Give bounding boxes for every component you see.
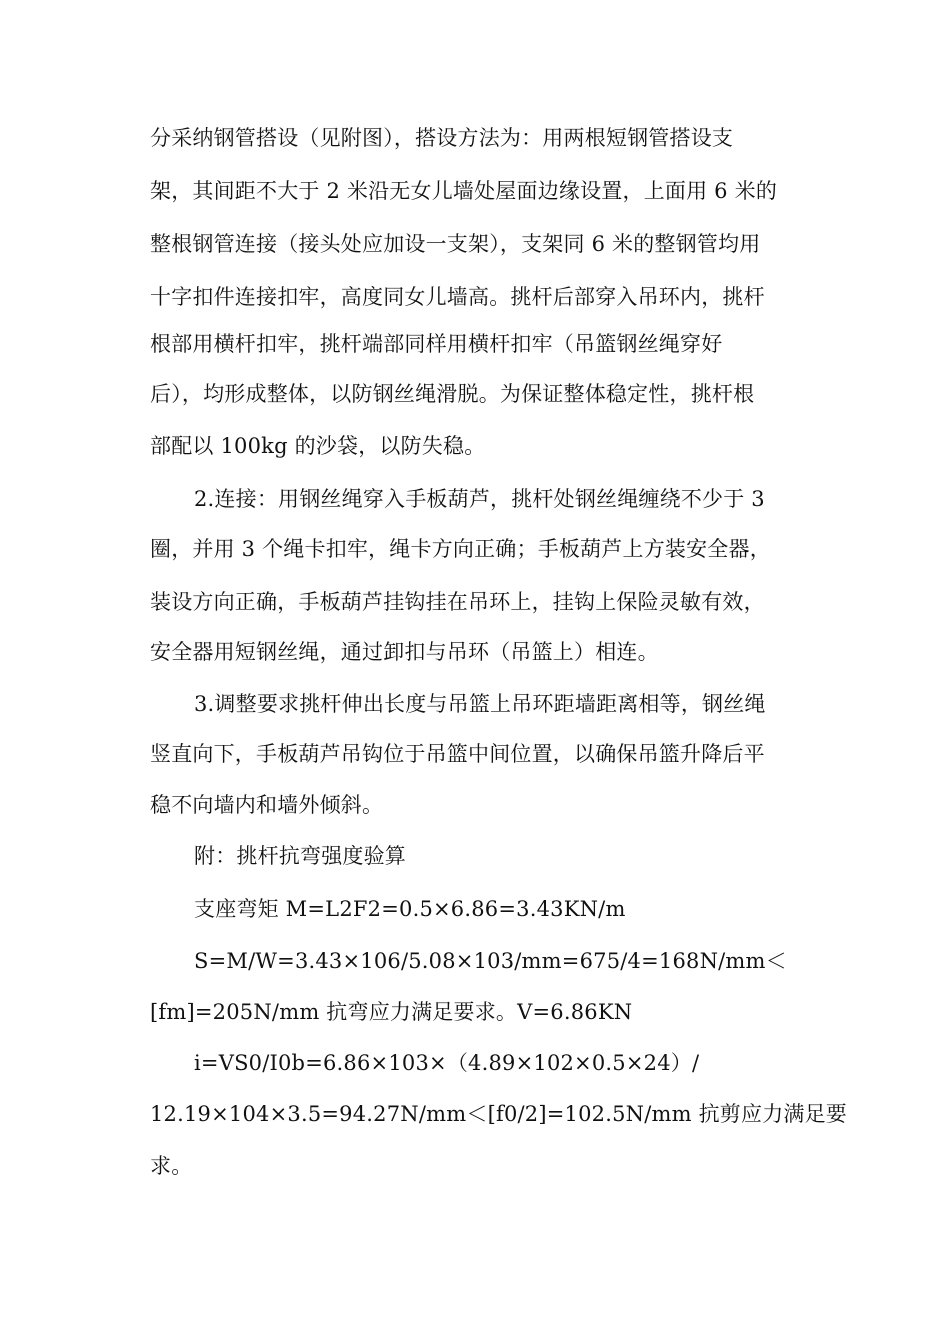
text-line: [fm]=205N/mm 抗弯应力满足要求。V=6.86KN xyxy=(150,1000,633,1024)
text-line: 圈，并用 3 个绳卡扣牢，绳卡方向正确；手板葫芦上方装安全器， xyxy=(150,537,771,561)
text-line: 12.19×104×3.5=94.27N/mm＜[f0/2]=102.5N/mm 抗剪应力满足要 xyxy=(150,1102,848,1126)
text-line: 整根钢管连接（接头处应加设一支架），支架同 6 米的整钢管均用 xyxy=(150,232,761,256)
text-line: 安全器用短钢丝绳，通过卸扣与吊环（吊篮上）相连。 xyxy=(150,640,659,664)
text-line: 竖直向下，手板葫芦吊钩位于吊篮中间位置，以确保吊篮升降后平 xyxy=(150,742,765,766)
text-line: S=M/W=3.43×106/5.08×103/mm=675/4=168N/mm＜ xyxy=(194,949,787,973)
text-line: 2.连接：用钢丝绳穿入手板葫芦，挑杆处钢丝绳缠绕不少于 3 xyxy=(194,487,765,511)
text-line: 3.调整要求挑杆伸出长度与吊篮上吊环距墙距离相等，钢丝绳 xyxy=(194,692,766,716)
text-line: 后），均形成整体，以防钢丝绳滑脱。为保证整体稳定性，挑杆根 xyxy=(150,382,755,406)
text-line: 求。 xyxy=(150,1154,193,1178)
text-line: 根部用横杆扣牢，挑杆端部同样用横杆扣牢（吊篮钢丝绳穿好 xyxy=(150,332,723,356)
text-line: 支座弯矩 M=L2F2=0.5×6.86=3.43KN/m xyxy=(194,897,626,921)
text-line: 稳不向墙内和墙外倾斜。 xyxy=(150,793,384,817)
text-line: i=VS0/I0b=6.86×103×（4.89×102×0.5×24）/ xyxy=(194,1051,700,1075)
text-line: 装设方向正确，手板葫芦挂钩挂在吊环上，挂钩上保险灵敏有效， xyxy=(150,590,765,614)
text-line: 分采纳钢管搭设（见附图），搭设方法为：用两根短钢管搭设支 xyxy=(150,126,734,150)
text-line: 十字扣件连接扣牢，高度同女儿墙高。挑杆后部穿入吊环内，挑杆 xyxy=(150,285,765,309)
text-line: 附：挑杆抗弯强度验算 xyxy=(194,844,406,868)
text-line: 部配以 100kg 的沙袋，以防失稳。 xyxy=(150,434,486,458)
text-line: 架，其间距不大于 2 米沿无女儿墙处屋面边缘设置，上面用 6 米的 xyxy=(150,179,778,203)
